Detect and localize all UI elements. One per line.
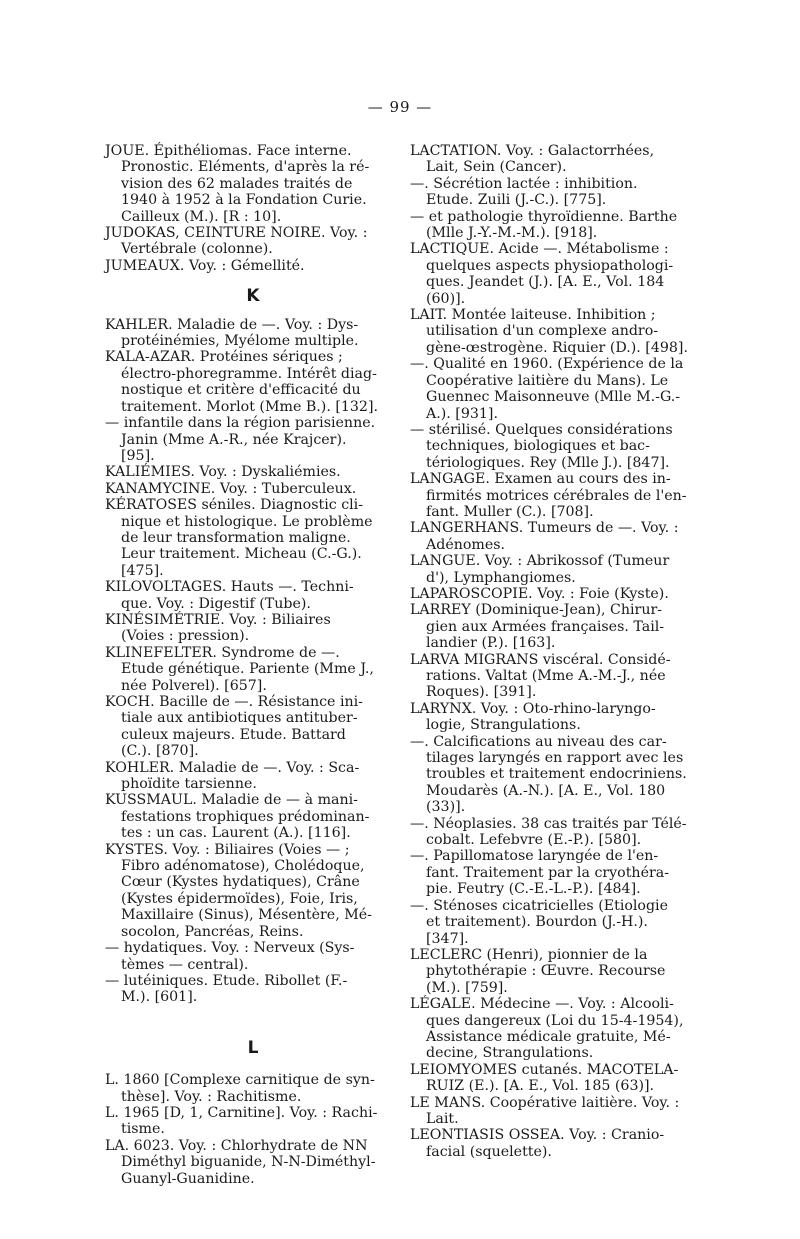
index-entry-line: troubles et traitement endocriniens. <box>426 766 687 783</box>
index-entry-headline: LÉGALE. Médecine —. Voy. : Alcooli- <box>410 996 674 1013</box>
index-entry-headline: KÉRATOSES séniles. Diagnostic cli- <box>105 497 364 514</box>
index-entry <box>105 349 401 415</box>
entry-group-l <box>105 1072 401 1187</box>
index-entry <box>410 701 706 734</box>
index-entry <box>105 1105 401 1138</box>
index-entry-headline: LARVA MIGRANS viscéral. Considé- <box>410 651 671 668</box>
index-entry <box>410 586 706 602</box>
index-entry-headline: —. Papillomatose laryngée de l'en- <box>410 848 659 865</box>
index-entry-line: decine, Strangulations. <box>426 1045 594 1062</box>
index-entry-line: 1940 à 1952 à la Fondation Curie. <box>121 192 367 209</box>
index-entry-headline: —. Néoplasies. 38 cas traités par Télé- <box>410 815 687 832</box>
page-number: — 99 — <box>367 98 433 116</box>
index-entry-line: tiale aux antibiotiques antituber- <box>121 710 358 727</box>
index-entry <box>105 973 401 1006</box>
index-entry <box>105 612 401 645</box>
index-entry-line: protéinémies, Myélome multiple. <box>121 333 359 350</box>
index-entry <box>410 602 706 651</box>
index-entry-line: Fibro adénomatose), Cholédoque, <box>121 858 365 875</box>
index-entry <box>410 1062 706 1095</box>
index-entry-line: que. Voy. : Digestif (Tube). <box>121 595 311 612</box>
index-entry-line: firmités motrices cérébrales de l'en- <box>426 487 687 504</box>
index-entry-line: fant. Traitement par la cryothéra- <box>426 864 669 881</box>
index-entry-line: vision des 62 malades traités de <box>121 175 353 192</box>
index-entry <box>410 996 706 1062</box>
section-letter-k: K <box>246 286 260 307</box>
index-entry <box>410 1127 706 1160</box>
index-entry <box>410 471 706 520</box>
index-entry-line: de leur transformation maligne. <box>121 529 351 546</box>
index-entry-line: (Mlle J.-Y.-M.-M.). [918]. <box>426 225 598 242</box>
index-entry-line: Coopérative laitière du Mans). Le <box>426 372 669 389</box>
index-entry <box>105 464 401 480</box>
index-entry-headline: LACTATION. Voy. : Galactorrhées, <box>410 143 655 159</box>
index-entry-headline: KOHLER. Maladie de —. Voy. : Sca- <box>105 759 360 776</box>
index-entry-line: nique et histologique. Le problème <box>121 513 373 530</box>
index-entry <box>410 520 706 553</box>
index-entry-headline: JUDOKAS, CEINTURE NOIRE. Voy. : <box>105 225 368 242</box>
index-entry <box>105 792 401 841</box>
index-entry-headline: LANGERHANS. Tumeurs de —. Voy. : <box>410 520 679 537</box>
index-entry-line: Pronostic. Eléments, d'après la ré- <box>121 159 370 176</box>
index-entry <box>105 760 401 793</box>
index-entry-headline: L. 1965 [D, 1, Carnitine]. Voy. : Rachi- <box>105 1104 378 1121</box>
index-entry-line: fant. Muller (C.). [708]. <box>426 503 594 520</box>
index-entry-headline: LEIOMYOMES cutanés. MACOTELA- <box>410 1061 679 1078</box>
index-entry-line: Guanyl-Guanidine. <box>121 1170 255 1187</box>
index-entry <box>410 734 706 816</box>
index-entry-line: traitement. Morlot (Mme B.). [132]. <box>121 398 378 415</box>
index-entry-line: Guennec Maisonneuve (Mlle M.-G.- <box>426 389 681 406</box>
index-entry <box>105 1072 401 1105</box>
index-entry-headline: LARREY (Dominique-Jean), Chirur- <box>410 602 663 619</box>
index-entry <box>105 579 401 612</box>
index-entry-line: ques dangereux (Loi du 15-4-1954), <box>426 1012 684 1029</box>
entry-group-la-le <box>410 143 706 1160</box>
index-entry-headline: LANGUE. Voy. : Abrikossof (Tumeur <box>410 553 670 570</box>
index-entry-headline: —. Calcifications au niveau des car- <box>410 733 667 750</box>
index-entry-headline: KALIÉMIES. Voy. : Dyskaliémies. <box>105 464 341 481</box>
index-entry-headline: LARYNX. Voy. : Oto-rhino-laryngo- <box>410 700 656 717</box>
index-entry-line: phoïdite tarsienne. <box>121 776 257 793</box>
index-entry-line: gien aux Armées françaises. Tail- <box>426 618 665 635</box>
index-entry-line: facial (squelette). <box>426 1143 552 1160</box>
entry-group-j <box>105 143 401 274</box>
index-entry <box>410 816 706 849</box>
index-entry <box>105 481 401 497</box>
index-entry-line: logie, Strangulations. <box>426 717 581 734</box>
section-letter-l: L <box>247 1037 259 1058</box>
index-entry <box>105 415 401 464</box>
index-entry-headline: LANGAGE. Examen au cours des in- <box>410 471 671 488</box>
index-entry-line: [347]. <box>426 930 469 947</box>
index-entry-line: M.). [601]. <box>121 989 198 1006</box>
index-entry-headline: KAHLER. Maladie de —. Voy. : Dys- <box>105 316 359 333</box>
index-entry <box>410 848 706 897</box>
index-entry-line: et traitement). Bourdon (J.-H.). <box>426 914 648 931</box>
index-entry <box>105 842 401 940</box>
index-entry-line: Etude. Zuili (J.-C.). [775]. <box>426 192 607 209</box>
index-entry-headline: KYSTES. Voy. : Biliaires (Voies — ; <box>105 841 350 858</box>
index-entry <box>105 497 401 579</box>
index-entry <box>105 645 401 694</box>
index-entry-headline: JUMEAUX. Voy. : Gémellité. <box>105 257 305 274</box>
index-entry-line: Lait. <box>426 1110 459 1127</box>
index-entry-line: (33)]. <box>426 799 466 816</box>
index-entry-line: A.). [931]. <box>426 405 498 422</box>
index-entry-line: Moudarès (A.-N.). [A. E., Vol. 180 <box>426 782 666 799</box>
index-entry <box>105 940 401 973</box>
index-entry <box>410 356 706 422</box>
index-entry <box>105 225 401 258</box>
index-entry-line: quelques aspects physiopathologi- <box>426 257 674 274</box>
index-entry-headline: LA. 6023. Voy. : Chlorhydrate de NN <box>105 1137 368 1154</box>
index-entry-line: tériologiques. Rey (Mlle J.). [847]. <box>426 454 670 471</box>
index-entry-line: [475]. <box>121 562 164 579</box>
index-entry-line: Diméthyl biguanide, N-N-Diméthyl- <box>121 1154 376 1171</box>
index-entry-headline: KILOVOLTAGES. Hauts —. Techni- <box>105 579 354 596</box>
index-entry-line: Janin (Mme A.-R., née Krajcer). <box>121 431 347 448</box>
index-entry-headline: —. Sécrétion lactée : inhibition. <box>410 175 638 192</box>
index-entry-headline: — hydatiques. Voy. : Nerveux (Sys- <box>105 940 355 957</box>
index-entry-line: thèse]. Voy. : Rachitisme. <box>121 1088 302 1105</box>
index-entry-headline: — et pathologie thyroïdienne. Barthe <box>410 208 678 225</box>
index-entry <box>410 1095 706 1128</box>
index-entry-line: pie. Feutry (C.-E.-L.-P.). [484]. <box>426 881 641 898</box>
index-entry-line: tes : un cas. Laurent (A.). [116]. <box>121 825 351 842</box>
index-entry-headline: — infantile dans la région parisienne. <box>105 415 376 432</box>
index-entry-headline: — lutéiniques. Etude. Ribollet (F.- <box>105 972 348 989</box>
index-entry <box>410 898 706 947</box>
index-entry-line: nostique et critère d'efficacité du <box>121 382 361 399</box>
index-entry-headline: LEONTIASIS OSSEA. Voy. : Cranio- <box>410 1127 665 1144</box>
index-entry-headline: LACTIQUE. Acide —. Métabolisme : <box>410 241 669 258</box>
index-entry-headline: — stérilisé. Quelques considérations <box>410 421 673 438</box>
index-entry-headline: LAIT. Montée laiteuse. Inhibition ; <box>410 307 656 324</box>
index-entry-line: électro-phoregramme. Intérêt diag- <box>121 365 377 382</box>
index-entry-line: née Polverel). [657]. <box>121 677 267 694</box>
index-entry-line: Assistance médicale gratuite, Mé- <box>426 1028 671 1045</box>
index-entry-line: Leur traitement. Micheau (C.-G.). <box>121 546 362 563</box>
index-entry <box>410 652 706 701</box>
index-column-left <box>105 143 401 1187</box>
index-entry-headline: JOUE. Épithéliomas. Face interne. <box>105 143 352 159</box>
index-entry-line: Lait, Sein (Cancer). <box>426 159 567 176</box>
index-entry-line: gène-œstrogène. Riquier (D.). [498]. <box>426 339 688 356</box>
index-entry-line: d'), Lymphangiomes. <box>426 569 576 586</box>
index-entry-headline: KUSSMAUL. Maladie de — à mani- <box>105 792 358 809</box>
index-entry-line: Maxillaire (Sinus), Mésentère, Mé- <box>121 907 372 924</box>
index-entry-line: Etude génétique. Pariente (Mme J., <box>121 661 374 678</box>
index-entry-line: socolon, Pancréas, Reins. <box>121 923 304 940</box>
index-entry-line: utilisation d'un complexe andro- <box>426 323 659 340</box>
index-entry-line: (C.). [870]. <box>121 743 199 760</box>
index-entry <box>105 694 401 760</box>
index-entry-headline: LE MANS. Coopérative laitière. Voy. : <box>410 1094 680 1111</box>
index-entry-line: (M.). [759]. <box>426 979 508 996</box>
index-entry-headline: —. Sténoses cicatricielles (Etiologie <box>410 897 668 914</box>
index-entry-headline: KLINEFELTER. Syndrome de —. <box>105 644 340 661</box>
index-entry-line: Cœur (Kystes hydatiques), Crâne <box>121 874 360 891</box>
index-entry-headline: KALA-AZAR. Protéines sériques ; <box>105 349 343 366</box>
index-entry-line: tisme. <box>121 1121 165 1138</box>
index-entry-line: Roques). [391]. <box>426 684 537 701</box>
index-entry-line: Vertébrale (colonne). <box>121 241 273 258</box>
index-entry <box>410 143 706 176</box>
index-entry-headline: LAPAROSCOPIE. Voy. : Foie (Kyste). <box>410 585 669 602</box>
index-entry <box>105 258 401 274</box>
index-entry-line: phytothérapie : Œuvre. Recourse <box>426 963 666 980</box>
index-entry-line: techniques, biologiques et bac- <box>426 438 650 455</box>
index-entry <box>105 143 401 225</box>
index-entry <box>105 317 401 350</box>
index-entry-headline: KINÉSIMÉTRIE. Voy. : Biliaires <box>105 611 331 628</box>
index-entry <box>410 176 706 209</box>
index-entry-line: cobalt. Lefebvre (E.-P.). [580]. <box>426 832 642 849</box>
index-entry-headline: KANAMYCINE. Voy. : Tuberculeux. <box>105 480 357 497</box>
index-column-right <box>410 143 706 1160</box>
index-entry-line: culeux majeurs. Etude. Battard <box>121 726 346 743</box>
index-entry-line: (Voies : pression). <box>121 628 250 645</box>
index-entry-line: Cailleux (M.). [R : 10]. <box>121 208 282 225</box>
index-entry-line: [95]. <box>121 447 155 464</box>
index-entry-line: (Kystes épidermoïdes), Foie, Iris, <box>121 890 358 907</box>
index-entry-headline: —. Qualité en 1960. (Expérience de la <box>410 356 684 373</box>
index-entry <box>105 1138 401 1187</box>
entry-group-k <box>105 317 401 1006</box>
index-entry <box>410 307 706 356</box>
index-entry <box>410 553 706 586</box>
index-entry-line: festations trophiques prédominan- <box>121 808 370 825</box>
index-entry-headline: KOCH. Bacille de —. Résistance ini- <box>105 694 363 710</box>
index-entry-line: tèmes — central). <box>121 956 249 973</box>
index-entry <box>410 241 706 307</box>
index-entry-line: ques. Jeandet (J.). [A. E., Vol. 184 <box>426 274 665 291</box>
index-entry-line: Adénomes. <box>426 536 506 553</box>
index-entry-headline: LECLERC (Henri), pionnier de la <box>410 946 648 963</box>
index-entry <box>410 947 706 996</box>
index-entry-line: RUIZ (E.). [A. E., Vol. 185 (63)]. <box>426 1078 655 1095</box>
index-entry-line: (60)]. <box>426 290 466 307</box>
index-entry <box>410 209 706 242</box>
index-entry <box>410 422 706 471</box>
index-entry-line: landier (P.). [163]. <box>426 635 556 652</box>
index-entry-line: rations. Valtat (Mme A.-M.-J., née <box>426 668 666 684</box>
index-entry-headline: L. 1860 [Complexe carnitique de syn- <box>105 1072 375 1089</box>
index-entry-line: tilages laryngés en rapport avec les <box>426 750 684 767</box>
